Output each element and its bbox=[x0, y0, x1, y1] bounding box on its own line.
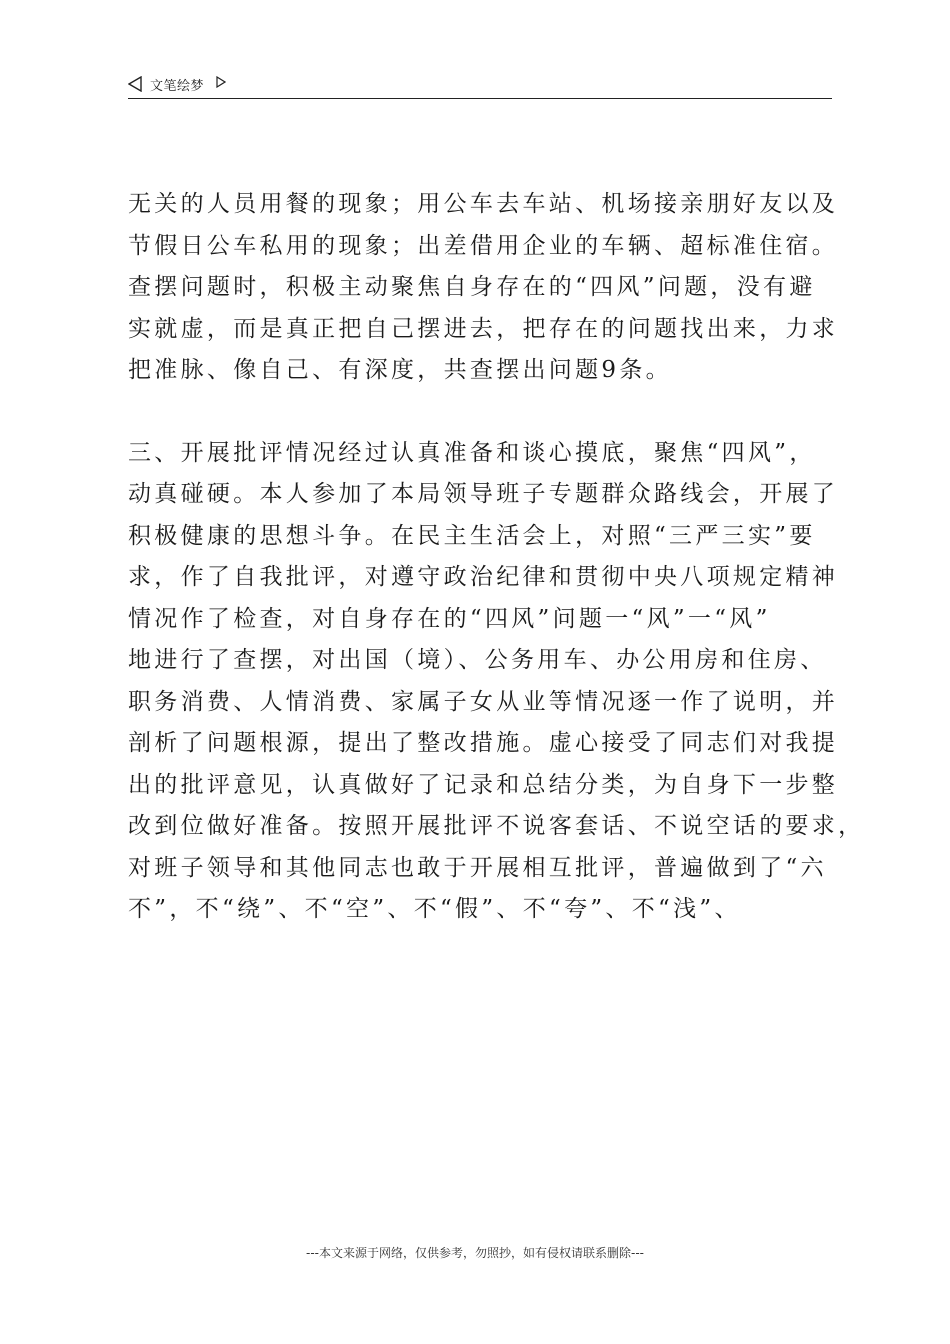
text-line: 职务消费、人情消费、家属子女从业等情况逐一作了说明，并 bbox=[128, 688, 839, 715]
text-line: 不”，不“绕”、不“空”、不“假”、不“夸”、不“浅”、 bbox=[128, 896, 741, 922]
text-line: 求，作了自我批评，对遵守政治纪律和贯彻中央八项规定精神 bbox=[128, 564, 839, 590]
text-line: 实就虚，而是真正把自己摆进去，把存在的问题找出来，力求 bbox=[128, 315, 839, 342]
text-line: 查摆问题时，积极主动聚焦自身存在的“四风”问题，没有避 bbox=[128, 274, 816, 300]
paragraph-gap bbox=[128, 392, 832, 433]
document-body bbox=[128, 184, 865, 931]
text-line: 剖析了问题根源，提出了整改措施。虚心接受了同志们对我提 bbox=[128, 730, 839, 756]
paragraph-1 bbox=[128, 184, 839, 392]
header-title: 文笔绘梦 bbox=[150, 79, 205, 94]
text-line: 情况作了检查，对自身存在的“四风”问题一“风”一“风” bbox=[128, 605, 771, 632]
text-line: 把准脉、像自己、有深度，共查摆出问题9条。 bbox=[128, 357, 672, 383]
text-line: 节假日公车私用的现象；出差借用企业的车辆、超标准住宿。 bbox=[128, 232, 839, 259]
triangle-right-icon bbox=[216, 76, 226, 88]
text-line: 改到位做好准备。按照开展批评不说客套话、不说空话的要求， bbox=[128, 813, 865, 839]
triangle-left-icon bbox=[128, 76, 142, 92]
page-header bbox=[128, 72, 832, 99]
text-line: 无关的人员用餐的现象；用公车去车站、机场接亲朋好友以及 bbox=[128, 191, 839, 217]
text-line: 出的批评意见，认真做好了记录和总结分类，为自身下一步整 bbox=[128, 771, 839, 798]
text-line: 地进行了查摆，对出国（境）、公务用车、办公用房和住房、 bbox=[128, 647, 827, 673]
text-line: 动真碰硬。本人参加了本局领导班子专题群众路线会，开展了 bbox=[128, 481, 839, 507]
text-line: 三、开展批评情况经过认真准备和谈心摸底，聚焦“四风”， bbox=[128, 439, 816, 466]
footer-notice: ---本文来源于网络，仅供参考，勿照抄，如有侵权请联系删除--- bbox=[306, 1246, 644, 1260]
text-line: 对班子领导和其他同志也敢于开展相互批评，普遍做到了“六 bbox=[128, 854, 827, 881]
text-line: 积极健康的思想斗争。在民主生活会上，对照“三严三实”要 bbox=[128, 522, 816, 549]
paragraph-2 bbox=[128, 433, 865, 931]
